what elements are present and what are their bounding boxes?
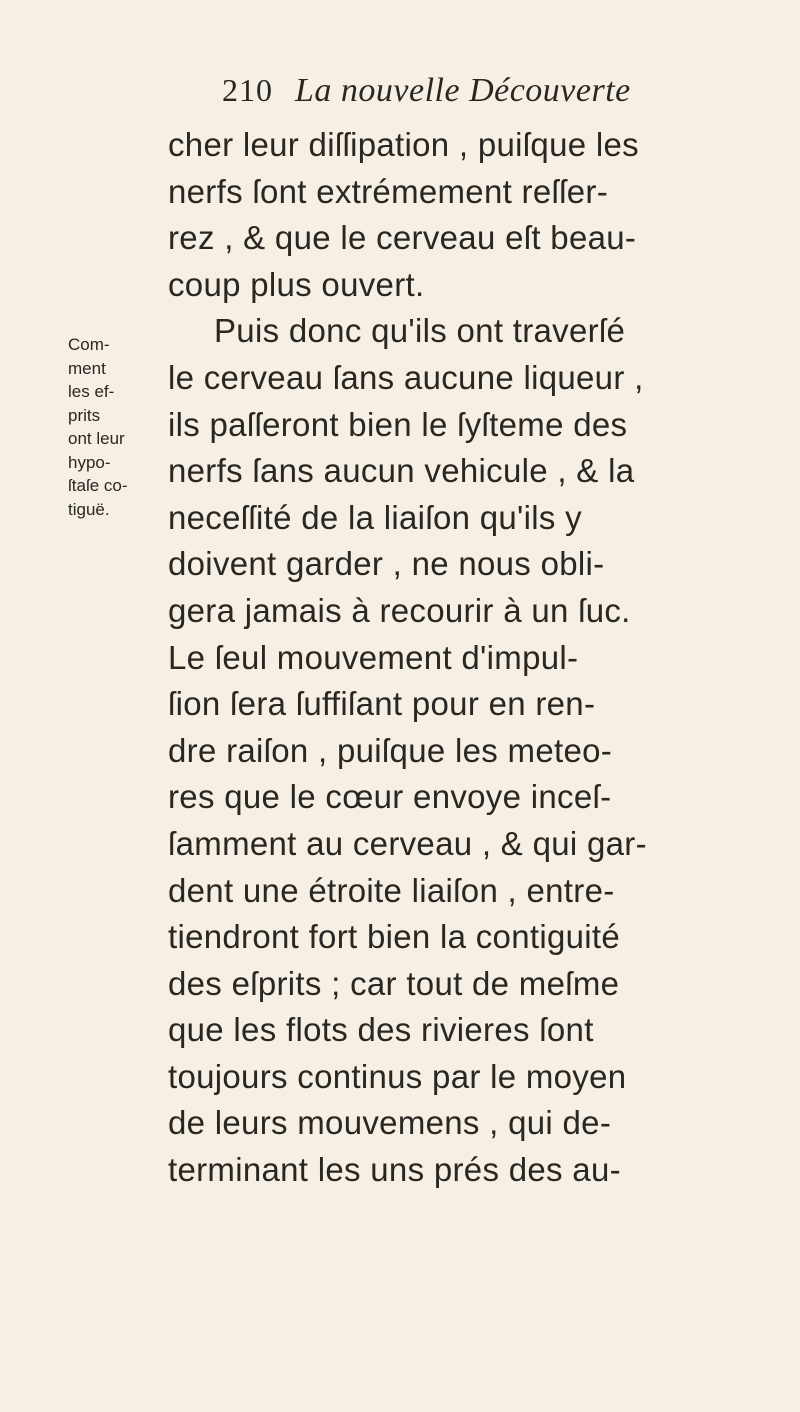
margin-note-line: ſtaſe co-	[68, 476, 128, 495]
text-line: res que le cœur envoye inceſ-	[168, 778, 612, 816]
text-line: Le ſeul mouvement d'impul-	[168, 638, 579, 676]
text-line: dent une étroite liaiſon , entre-	[168, 871, 615, 909]
text-line: de leurs mouvemens , qui de-	[168, 1104, 612, 1142]
text-line: doivent garder , ne nous obli-	[168, 545, 605, 583]
margin-note-line: tiguë.	[68, 499, 110, 519]
body-text	[168, 122, 780, 1194]
margin-note-line: les ef-	[68, 382, 115, 401]
margin-note-line: ont leur	[68, 429, 125, 448]
text-line: dre raiſon , puiſque les meteo-	[168, 731, 613, 769]
paragraph-start-line: Puis donc qu'ils ont traverſé	[214, 312, 626, 350]
text-line: terminant les uns prés des au-	[168, 1151, 621, 1189]
text-line: tiendront fort bien la contiguité	[168, 918, 621, 956]
text-line: toujours continus par le moyen	[168, 1057, 627, 1095]
margin-note	[68, 333, 164, 521]
text-line: neceſſité de la liaiſon qu'ils y	[168, 498, 582, 536]
text-line: ſamment au cerveau , & qui gar-	[168, 824, 647, 862]
text-line: coup plus ouvert.	[168, 265, 425, 303]
text-line: ils paſſeront bien le ſyſteme des	[168, 405, 628, 443]
text-line: ſion ſera ſuffiſant pour en ren-	[168, 685, 596, 723]
text-line: nerfs ſans aucun vehicule , & la	[168, 452, 635, 490]
text-line: des eſprits ; car tout de meſme	[168, 964, 620, 1002]
text-line: gera jamais à recourir à un ſuc.	[168, 591, 631, 629]
text-line: que les flots des rivieres ſont	[168, 1011, 594, 1049]
page-header	[222, 72, 631, 112]
text-line: le cerveau ſans aucune liqueur ,	[168, 358, 644, 396]
text-line: cher leur diſſipation , puiſque les	[168, 126, 639, 163]
margin-note-line: ment	[68, 358, 106, 378]
page-number: 210	[222, 72, 273, 108]
margin-note-line: prits	[68, 405, 101, 425]
margin-note-line: Com-	[68, 335, 110, 354]
text-line: rez , & que le cerveau eſt beau-	[168, 219, 637, 257]
margin-note-line: hypo-	[68, 452, 111, 472]
text-line: nerfs ſont extrémement reſſer-	[168, 172, 608, 210]
running-title: La nouvelle Découverte	[295, 72, 631, 109]
